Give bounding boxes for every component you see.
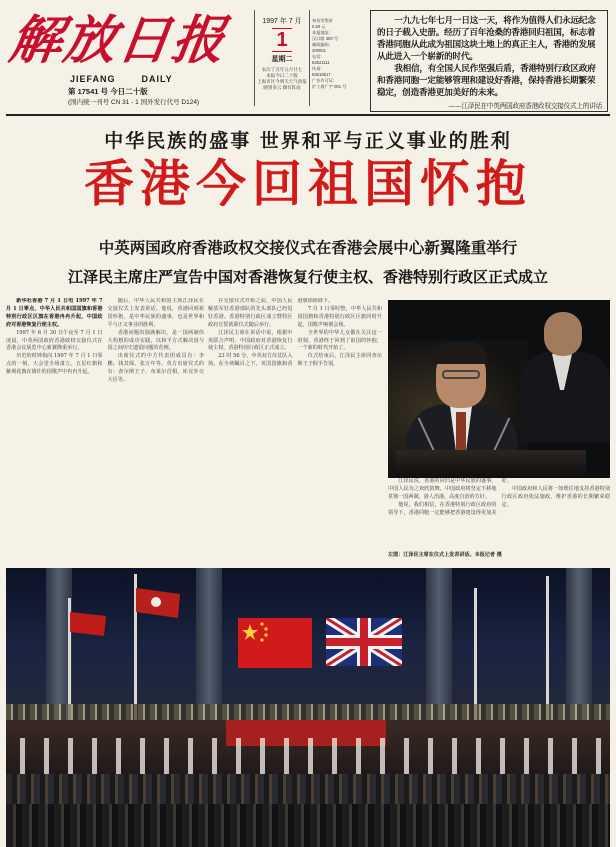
english-name-part: DAILY: [141, 74, 173, 84]
newspaper-logo: 解放日报: [5, 10, 231, 71]
banner-headline: 香港今回祖国怀抱: [84, 156, 532, 212]
date-note-line: 本报今日二十版: [266, 73, 298, 78]
article-paragraph: 在交接仪式开始之前，中国人民解放军驻香港部队的先头部队已经进驻香港。香港特别行政区成立暨特区政府宣誓就职仪式随后举行。: [208, 298, 293, 328]
quote-source: ——江泽民在中英两国政府香港政权交接仪式上的讲话: [448, 102, 602, 110]
speaker-glasses: [442, 370, 480, 379]
day-number: 1: [272, 28, 292, 52]
subheadline-2: 江泽民主席庄严宣告中国对香港恢复行使主权、香港特别行政区正式成立: [67, 268, 548, 286]
info-line: 汉口路 300 号: [312, 36, 339, 41]
info-line: 广告许可证:: [312, 78, 335, 83]
publication-codes: (国内统一刊号 CN 31 - 1 国外发行代号 D124): [68, 99, 200, 106]
quote-paragraph: 一九九七年七月一日这一天，将作为值得人们永远纪念的日子载入史册。经历了百年沧桑的香港回归祖国，标志着香港同胞从此成为祖国这块土地上的真正主人，香港的发展从此进入一个崭新的时代。: [377, 16, 596, 62]
china-flag: [238, 618, 312, 668]
audience-front-row: [6, 804, 610, 847]
english-name-part: JIEFANG: [70, 74, 116, 84]
info-line: 邮政编码:: [312, 42, 330, 47]
photo-caption: 左图：江泽民主席在仪式上发表讲话。本报记者 摄: [388, 552, 502, 558]
weekday: 星期二: [271, 56, 293, 63]
info-box: [312, 18, 366, 104]
article-paragraph: 随后，中华人民共和国主席江泽民在交接仪式上发表讲话。他说，香港回到祖国怀抱，是中华民族的盛事，也是世界和平与正义事业的胜利。: [107, 298, 204, 328]
info-line: 每份零售价: [312, 18, 333, 23]
date-notes: [255, 67, 309, 91]
article-column-3: [388, 478, 610, 552]
article-paragraph: 7 月 1 日零时整，中华人民共和国国旗和香港特别行政区区旗同时升起，国歌声响彻会场。: [297, 305, 382, 328]
info-line: 传真:: [312, 66, 322, 71]
article-column-2: [208, 298, 382, 552]
article-paragraph: 仪式结束后，江泽民主席同查尔斯王子握手告别。: [297, 353, 382, 368]
info-line: 63516517: [312, 72, 331, 77]
article-paragraph: 中国政府和人民将一如既往地支持香港特别行政区政府依法施政，维护香港的长期繁荣稳定。: [501, 485, 610, 508]
info-line: 电话:: [312, 54, 322, 59]
date-note-line: 农历丁丑年五月廿七: [261, 67, 303, 72]
uk-flag: [326, 618, 402, 666]
article-paragraph: 他说，我们相信，在香港特别行政区政府的领导下，香港同胞一定能够把香港建设得更加美好。: [388, 478, 512, 516]
masthead: [6, 4, 610, 112]
date-note-line: 上海市区今明天天气预报: [257, 79, 307, 84]
flag-left-1: [70, 612, 106, 636]
standing-official-head: [544, 312, 582, 356]
article-paragraph: 1997 年 6 月 30 日午夜至 7 月 1 日凌晨，中英两国政府香港政权交接仪式在香港会议展览中心新翼隆重举行。: [6, 329, 103, 352]
date-box: [254, 10, 310, 106]
info-line: 200001: [312, 48, 326, 53]
article-paragraph: 江泽民说，香港的回归是中华民族的盛事，中国人民为之欢欣鼓舞。中国政府将坚定不移地贯彻一国两制、港人治港、高度自治的方针。: [388, 478, 497, 500]
speaker-hair: [434, 342, 488, 364]
ceremony-photo: [6, 568, 610, 847]
honor-guard-row: [6, 738, 610, 778]
english-name: [70, 74, 199, 84]
lectern: [396, 450, 586, 478]
article-paragraph: 出席仪式的中方代表团成员有：李鹏、钱其琛、张万年等。英方出席仪式的有：查尔斯王子、布莱尔首相、库克外交大臣等。: [107, 353, 204, 384]
article-paragraph: 全世界的中华儿女都在关注这一时刻，香港终于回到了祖国的怀抱，一个新的时代开始了。: [297, 329, 382, 352]
flag-left-2: [136, 588, 180, 618]
article-column-1: [6, 298, 204, 552]
quote-box: [370, 10, 608, 112]
masthead-divider: [6, 114, 610, 116]
year-month: 1997 年 7 月: [262, 18, 302, 25]
article-paragraph: 23 时 56 分，中英双方仪仗队入场。在全场瞩目之下，英国国旗和香港旗徐徐降下。: [208, 298, 334, 368]
kicker-headline: 中华民族的盛事 世界和平与正义事业的胜利: [104, 130, 512, 152]
info-line: 63521111: [312, 60, 330, 65]
date-note-line: 晴到多云 偶有阵雨: [263, 85, 301, 90]
info-line: 沪工商广字 001 号: [312, 84, 347, 89]
subheadline-1: 中英两国政府香港政权交接仪式在香港会展中心新翼隆重举行: [98, 238, 518, 257]
info-line: 0.50 元: [312, 24, 326, 29]
speaker-photo: [388, 300, 610, 478]
article-paragraph: 历史的时钟指向 1997 年 7 月 1 日零点的一刻，大会堂全场肃立。五星红旗和紫荆花旗在雄壮的国歌声中冉冉升起。: [6, 353, 103, 376]
quote-paragraph: 我相信，有全国人民作坚强后盾，香港特别行政区政府和香港同胞一定能够管理和建设好香港，保持香港长期繁荣稳定，创造香港更加美好的未来。: [377, 64, 596, 98]
issue-number: 第 17541 号 今日二十版: [68, 87, 148, 96]
info-line: 本报地址:: [312, 30, 330, 35]
article-paragraph: 香港问题的圆满解决，是一国两制伟大构想的成功实践，以和平方式解决国与国之间历史遗留问题的范例。: [107, 329, 204, 352]
article-paragraph: 新华社香港 7 月 1 日电 1997 年 7 月 1 日零点，中华人民共和国国旗和香港特别行政区区旗在香港冉冉升起，中国政府对香港恢复行使主权。: [6, 298, 103, 328]
article-paragraph: 江泽民主席在讲话中说，根据中英联合声明，中国政府对香港恢复行使主权，香港特别行政区正式成立。: [208, 329, 293, 352]
